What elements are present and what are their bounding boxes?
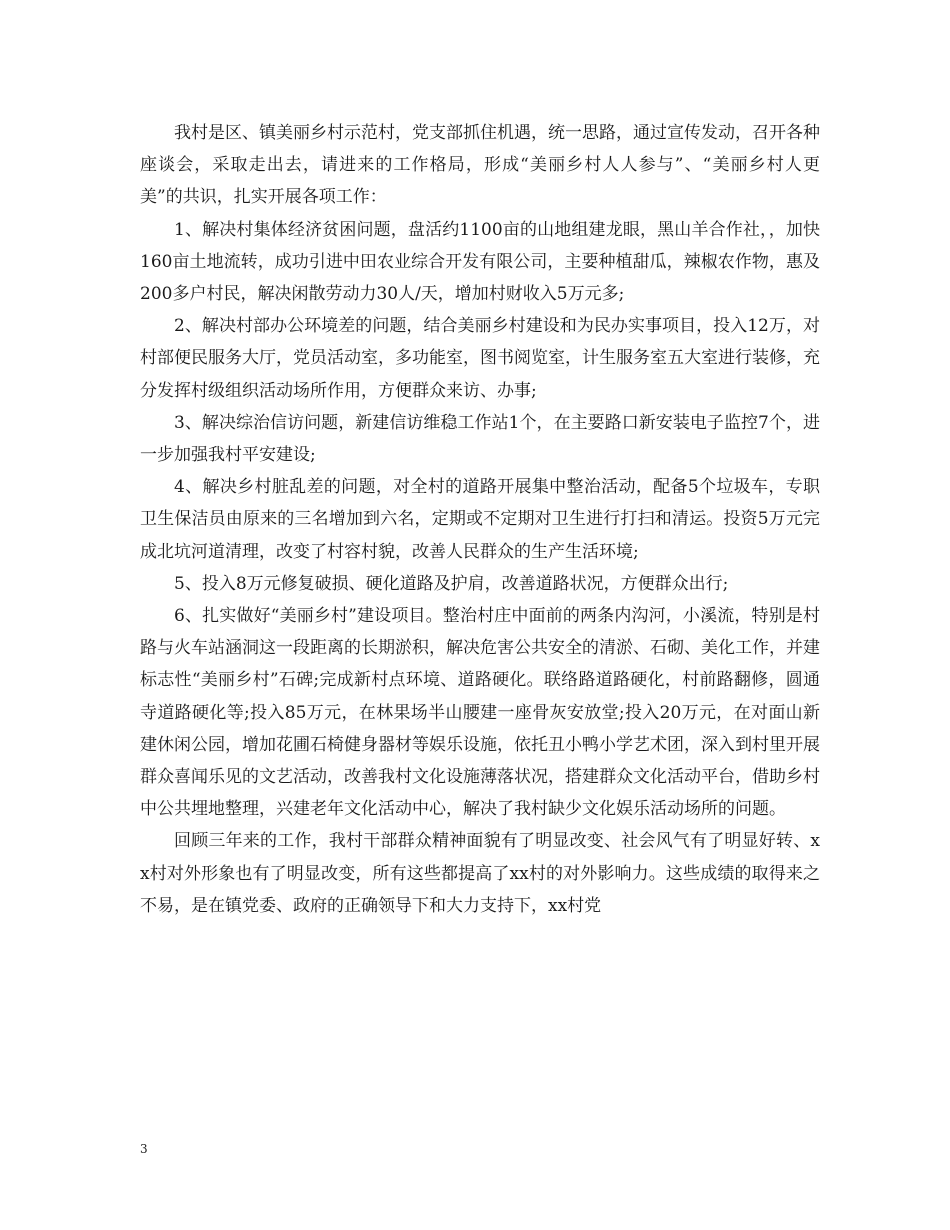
- paragraph-item-4: 4、解决乡村脏乱差的问题，对全村的道路开展集中整治活动，配备5个垃圾车，专职卫生保洁员由原来的三名增加到六名，定期或不定期对卫生进行打扫和清运。投资5万元完成北坑河道清理，改变了村容村貌，改善人民群众的生产生活环境;: [140, 477, 820, 562]
- paragraph-item-5: 5、投入8万元修复破损、硬化道路及护肩，改善道路状况，方便群众出行;: [174, 573, 729, 594]
- paragraph-intro: 我村是区、镇美丽乡村示范村，党支部抓住机遇，统一思路，通过宣传发动，召开各种座谈会，采取走出去，请进来的工作格局，形成“美丽乡村人人参与”、“美丽乡村人更美”的共识，扎实开展各项工作：: [140, 123, 820, 208]
- paragraph-item-3: 3、解决综治信访问题，新建信访维稳工作站1个，在主要路口新安装电子监控7个，进一步加强我村平安建设;: [140, 412, 820, 466]
- paragraph-item-1: 1、解决村集体经济贫困问题，盘活约1100亩的山地组建龙眼，黑山羊合作社，，加快160亩土地流转，成功引进中田农业综合开发有限公司，主要种植甜瓜，辣椒农作物，惠及200多户村民，解决闲散劳动力30人/天，增加村财收入5万元多;: [140, 219, 820, 305]
- paragraph-review: 回顾三年来的工作，我村干部群众精神面貌有了明显改变、社会风气有了明显好转、xx村对外形象也有了明显改变，所有这些都提高了xx村的对外影响力。这些成绩的取得来之不易，是在镇党委、政府的正确领导下和大力支持下，xx村党: [140, 831, 820, 916]
- page-number: 3: [140, 1142, 148, 1156]
- paragraph-item-6: 6、扎实做好“美丽乡村”建设项目。整治村庄中面前的两条内沟河，小溪流，特别是村路与火车站涵洞这一段距离的长期淤积，解决危害公共安全的清淤、石砌、美化工作，并建标志性“美丽乡村”石碑;完成新村点环境、道路硬化。联络路道路硬化，村前路翻修，圆通寺道路硬化等;投入85万元，在林果场半山腰建一座骨灰安放堂;投入20万元，在对面山新建休闲公园，增加花圃石椅健身器材等娱乐设施，依托丑小鸭小学艺术团，深入到村里开展群众喜闻乐见的文艺活动，改善我村文化设施薄落状况，搭建群众文化活动平台，借助乡村中公共埋地整理，兴建老年文化活动中心，解决了我村缺少文化娱乐活动场所的问题。: [140, 606, 820, 820]
- document-body: [140, 117, 820, 922]
- paragraph-item-2: 2、解决村部办公环境差的问题，结合美丽乡村建设和为民办实事项目，投入12万，对村部便民服务大厅，党员活动室，多功能室，图书阅览室，计生服务室五大室进行装修，充分发挥村级组织活动场所作用，方便群众来访、办事;: [140, 316, 820, 401]
